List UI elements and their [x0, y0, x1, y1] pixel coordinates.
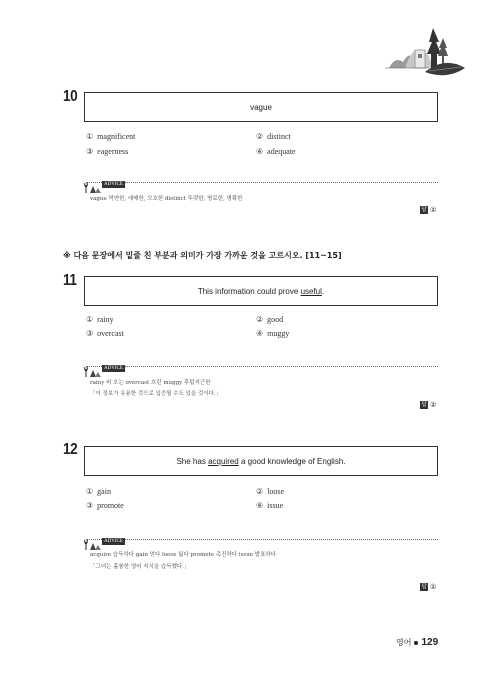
- advice-divider: [86, 539, 438, 540]
- advice-label: ADVICE: [104, 366, 123, 371]
- option-3[interactable]: ③ promote: [86, 501, 124, 510]
- sentence-text: vague: [250, 102, 272, 112]
- answer-value: ②: [430, 206, 437, 214]
- underlined-word: useful: [300, 286, 322, 296]
- sentence-text-after: a good knowledge of English.: [240, 456, 346, 466]
- question-number-12: 12: [63, 441, 78, 458]
- answer-tag: 답: [421, 402, 427, 408]
- advice-label: ADVICE: [104, 182, 123, 187]
- page-footer: [396, 637, 438, 648]
- question-number-10: 10: [63, 88, 78, 105]
- option-1[interactable]: ① magnificent: [86, 132, 136, 141]
- header-decoration: [385, 20, 465, 78]
- answer-value: ②: [430, 401, 437, 409]
- option-4[interactable]: ④ muggy: [256, 329, 290, 338]
- question-sentence-box-10: [84, 92, 438, 122]
- option-3[interactable]: ③ overcast: [86, 329, 124, 338]
- page-number: 129: [421, 637, 439, 648]
- option-1[interactable]: ① gain: [86, 487, 111, 496]
- translation-note: 「그녀는 훌륭한 영어 지식을 습득했다.」: [90, 564, 190, 570]
- answer-tag: 답: [421, 584, 427, 590]
- advice-label: ADVICE: [104, 539, 123, 544]
- bullet-icon: [414, 641, 418, 645]
- option-1[interactable]: ① rainy: [86, 315, 114, 324]
- question-number-11: 11: [63, 272, 77, 289]
- option-3[interactable]: ③ eagerness: [86, 147, 129, 156]
- option-2[interactable]: ② good: [256, 315, 284, 324]
- question-sentence-box-12: [84, 446, 438, 476]
- vocab-note: rainy 비 오는 overcast 흐린 muggy 후텁지근한: [90, 380, 211, 386]
- answer-11: [420, 401, 436, 409]
- underlined-word: acquired: [208, 456, 239, 466]
- advice-divider: [86, 182, 438, 183]
- section-instruction: ※ 다음 문장에서 밑줄 친 부분과 의미가 가장 가까운 것을 고르시오. [11~15]: [63, 251, 342, 260]
- sentence-text: She has: [176, 456, 206, 466]
- answer-value: ①: [430, 583, 437, 591]
- footer-subject: 영어: [396, 638, 412, 647]
- translation-note: 「이 정보가 유용한 것으로 입증될 수도 있을 것이다.」: [90, 391, 222, 397]
- answer-tag: 답: [421, 207, 427, 213]
- option-2[interactable]: ② loose: [256, 487, 285, 496]
- option-4[interactable]: ④ issue: [256, 501, 284, 510]
- answer-12: [420, 583, 436, 591]
- answer-10: [420, 206, 436, 214]
- vocab-note: vague 막연한, 애매한, 모호한 distinct 뚜렷한, 명료한, 명확한: [90, 196, 243, 202]
- question-sentence-box-11: [84, 276, 438, 306]
- advice-divider: [86, 366, 438, 367]
- option-4[interactable]: ④ adequate: [256, 147, 296, 156]
- option-2[interactable]: ② distinct: [256, 132, 291, 141]
- sentence-text-after: .: [321, 286, 325, 296]
- sentence-text: This information could prove: [197, 286, 299, 296]
- vocab-note: acquire 습득하다 gain 얻다 loose 잃다 promote 촉진하다 issue 발표하다: [90, 552, 277, 558]
